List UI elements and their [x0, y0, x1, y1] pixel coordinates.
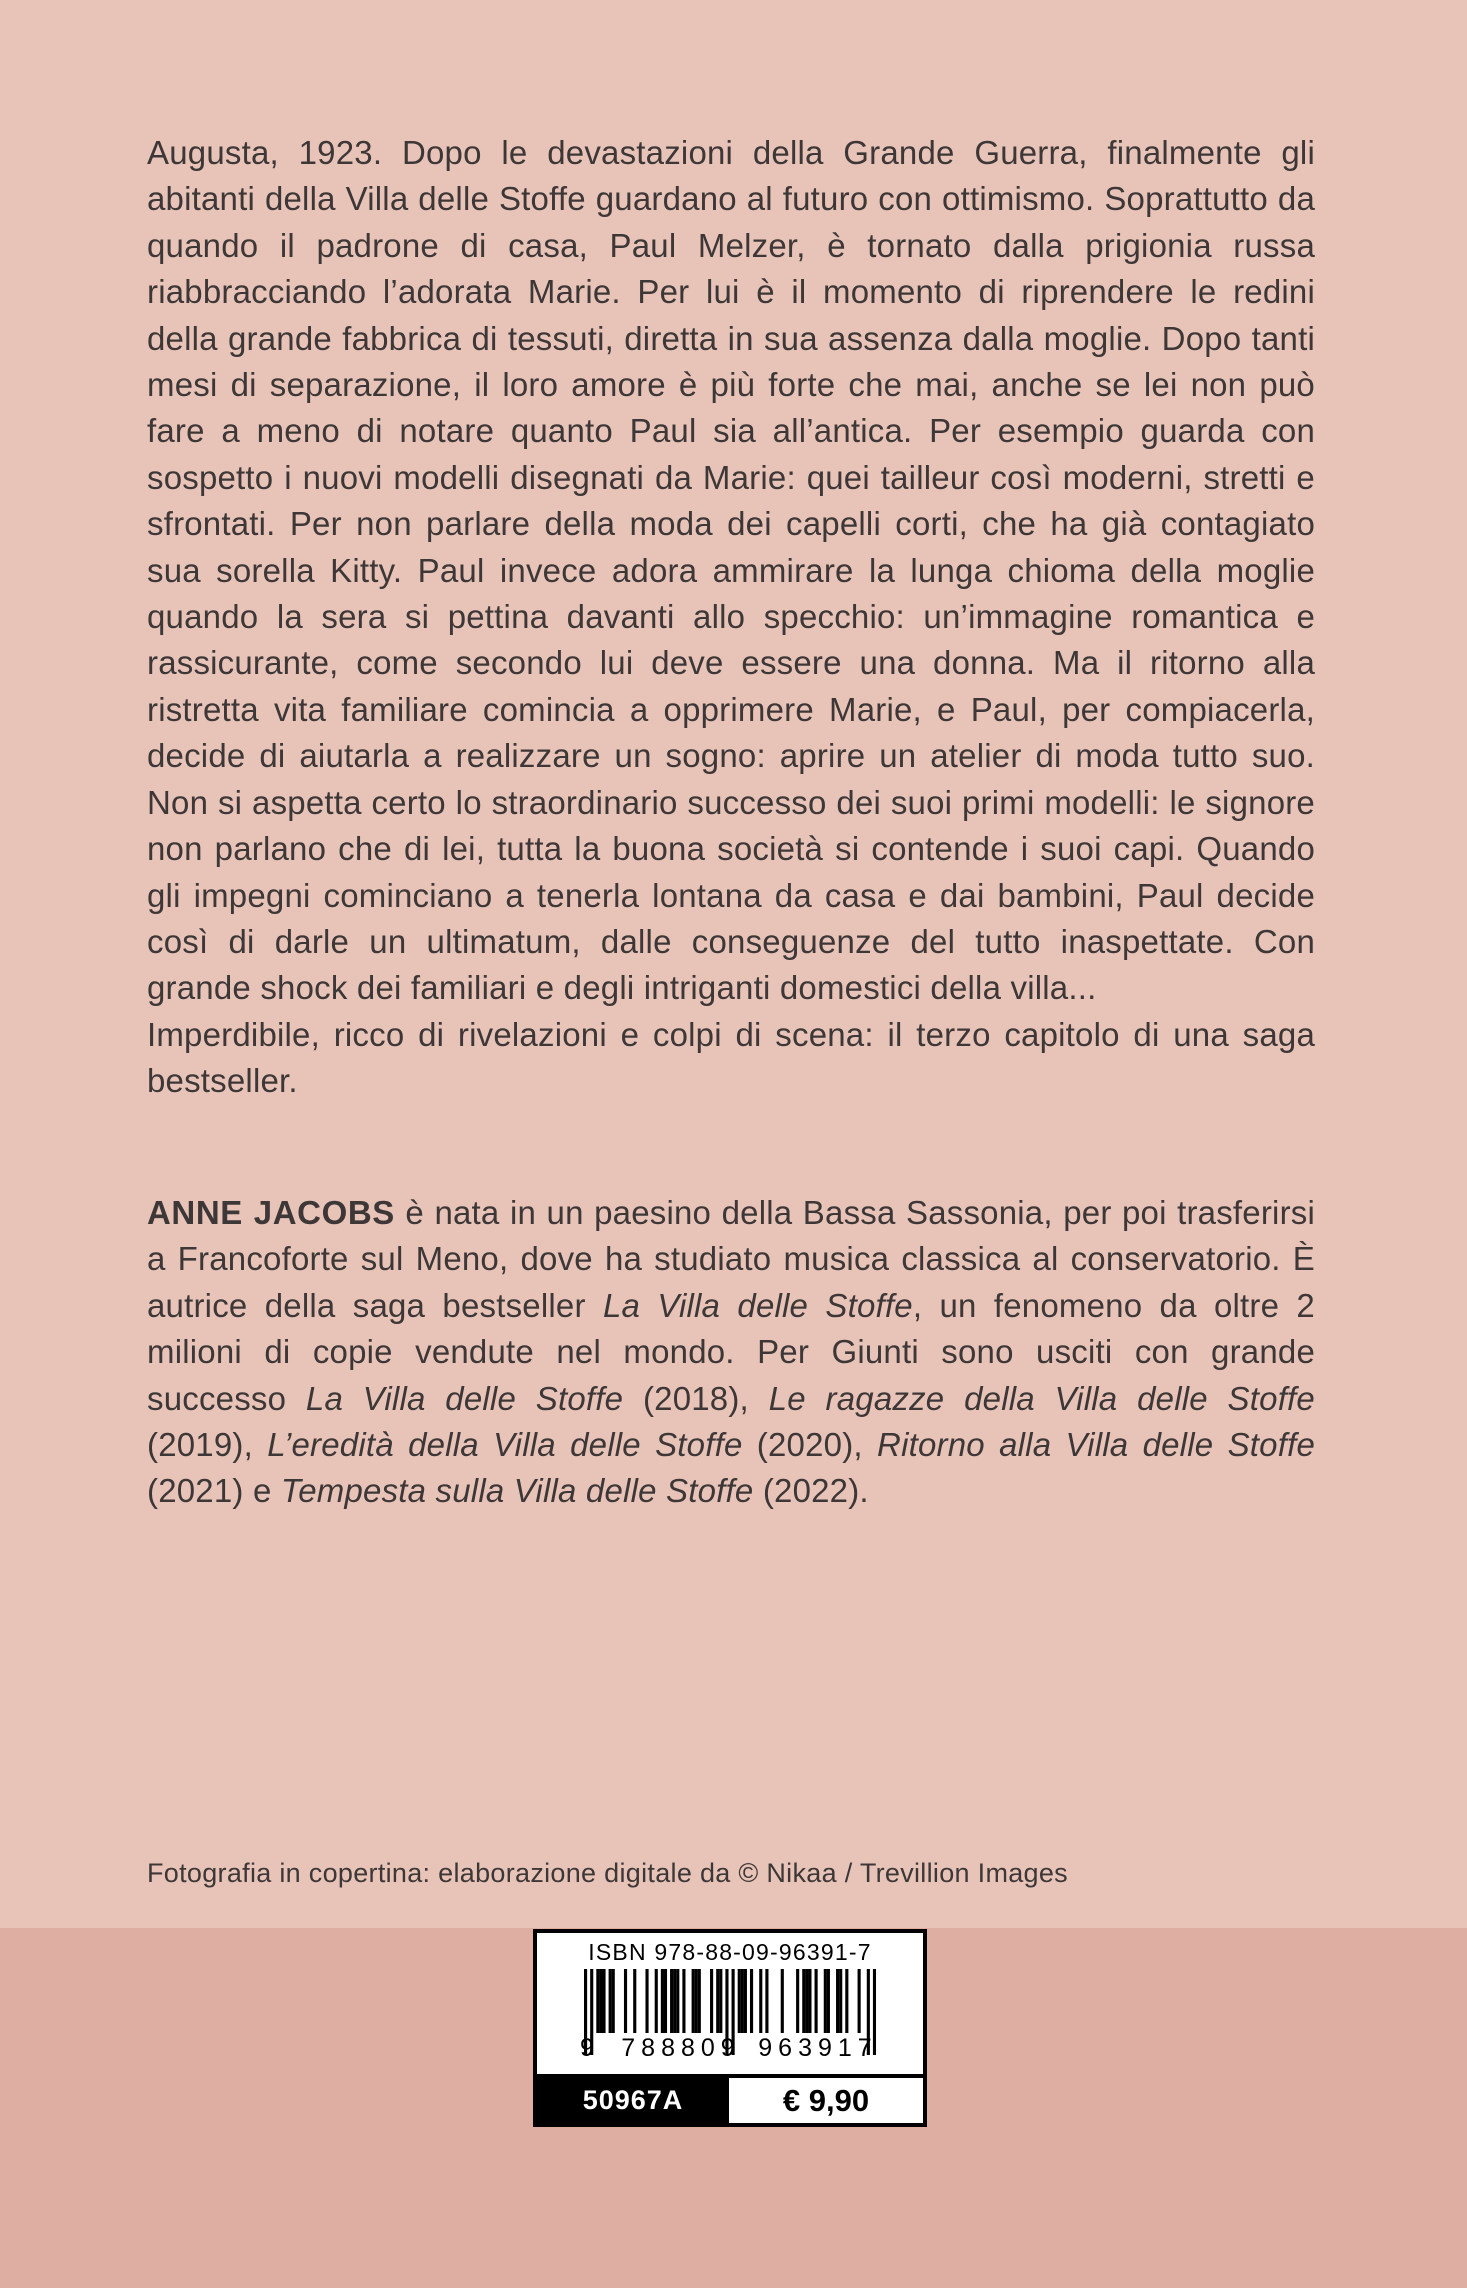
bio-seg-2: , un fenomeno da oltre 2 milioni di copie vendute nel mondo. Per Giunti sono usciti con grande successo [147, 1286, 1315, 1417]
author-bio [147, 1190, 1315, 1515]
bio-title-eredita: L’eredità della Villa delle Stoffe [267, 1426, 743, 1464]
ean-digit-group-right: 963917 [758, 2034, 878, 2062]
bio-title-la-villa: La Villa delle Stoffe [602, 1286, 913, 1324]
bio-seg-10: (2021) e [147, 1472, 281, 1510]
bio-seg-6: (2019), [147, 1426, 268, 1464]
ean-digit-group-left: 788809 [621, 2034, 741, 2062]
bio-seg-8: (2020), [742, 1426, 878, 1464]
barcode-box [533, 1929, 927, 2127]
synopsis-paragraph: Augusta, 1923. Dopo le devastazioni della Grande Guerra, finalmente gli abitanti della Villa delle Stoffe guardano al futuro con ottimismo. Soprattutto da quando il padrone di casa, Paul Melzer, è tornato dalla prigionia russa riabbracciando l’adorata Marie. Per lui è il momento di riprendere le redini della grande fabbrica di tessuti, diretta in sua assenza dalla moglie. Dopo tanti mesi di separazione, il loro amore è più forte che mai, anche se lei non può fare a meno di notare quanto Paul sia all’antica. Per esempio guarda con sospetto i nuovi modelli disegnati da Marie: quei tailleur così moderni, stretti e sfrontati. Per non parlare della moda dei capelli corti, che ha già contagiato sua sorella Kitty. Paul invece adora ammirare la lunga chioma della moglie quando la sera si pettina davanti allo specchio: un’immagine romantica e rassicurante, come secondo lui deve essere una donna. Ma il ritorno alla ristretta vita familiare comincia a opprimere Marie, e Paul, per compiacerla, decide di aiutarla a realizzare un sogno: aprire un atelier di moda tutto suo. Non si aspetta certo lo straordinario successo dei suoi primi modelli: le signore non parlano che di lei, tutta la buona società si contende i suoi capi. Quando gli impegni cominciano a tenerla lontana da casa e dai bambini, Paul decide così di darle un ultimatum, dalle conseguenze del tutto inaspettate. Con grande shock dei familiari e degli intriganti domestici della villa... [147, 134, 1315, 1007]
edition-code-badge: 50967A [537, 2078, 729, 2123]
bio-seg-4: (2018), [623, 1379, 769, 1417]
price-row [537, 2074, 923, 2123]
author-name: ANNE JACOBS [147, 1194, 395, 1231]
isbn-label: ISBN 978-88-09-96391-7 [588, 1939, 872, 1965]
bio-paragraph [147, 1190, 1315, 1515]
bio-title-le-ragazze: Le ragazze della Villa delle Stoffe [768, 1379, 1315, 1417]
bio-seg-12: (2022). [753, 1472, 869, 1510]
photo-credit: Fotografia in copertina: elaborazione digitale da © Nikaa / Trevillion Images [147, 1858, 1068, 1888]
ean-digit-lead: 9 [580, 2034, 594, 2062]
bio-title-tempesta: Tempesta sulla Villa delle Stoffe [280, 1472, 754, 1510]
bio-title-la-villa-2018: La Villa delle Stoffe [305, 1379, 624, 1417]
synopsis-block [147, 130, 1315, 1105]
ean-digits [580, 2034, 880, 2062]
bio-seg-0: è nata in un paesino della Bassa Sassonia, per poi trasferirsi a Francoforte sul Meno, dove ha studiato musica classica al conservatorio. È autrice della saga bestseller [147, 1194, 1315, 1324]
tagline: Imperdibile, ricco di rivelazioni e colpi di scena: il terzo capitolo di una saga bestseller. [147, 1015, 1315, 1100]
price-label: € 9,90 [782, 2082, 870, 2118]
bio-title-ritorno: Ritorno alla Villa delle Stoffe [877, 1426, 1315, 1464]
